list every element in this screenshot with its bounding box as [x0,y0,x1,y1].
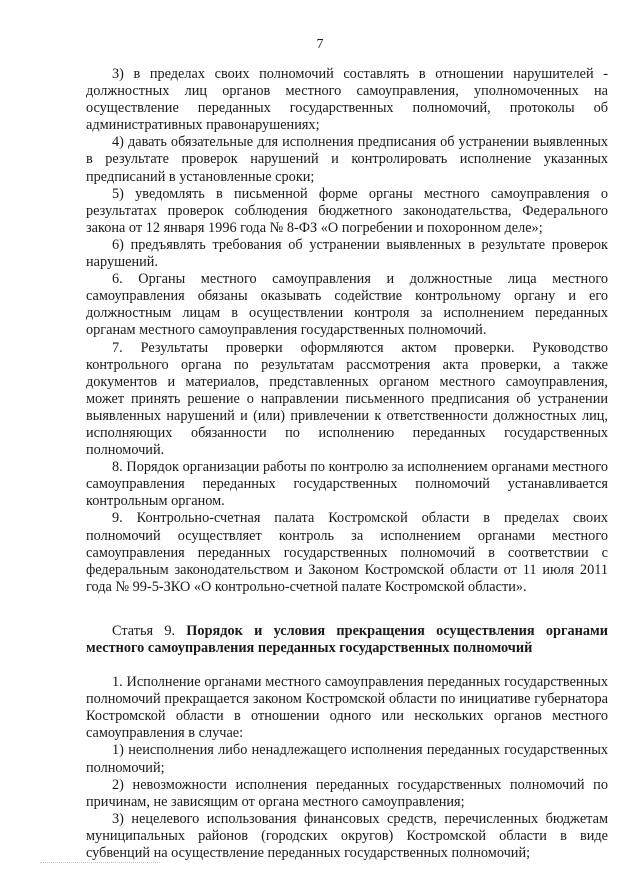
paragraph-clause-9: 9. Контрольно-счетная палата Костромской области в пределах своих полномочий осуществляет контроль за исполнением органами местного самоуправления переданных государственных полномочий в соответствии с федеральным законодательством и Законом Костромской области от 11 июля 2011 года № 99-5-ЗКО «О контрольно-счетной палате Костромской области». [86,510,608,595]
page-number: 7 [316,37,324,52]
article-number: Статья 9. [112,622,187,639]
paragraph-article9-item-2: 2) невозможности исполнения переданных государственных полномочий по причинам, не зависящим от органа местного самоуправления; [86,776,608,810]
section-spacer [86,657,608,674]
paragraph-item-4: 4) давать обязательные для исполнения предписания об устранении выявленных в результате проверок нарушений и контролировать исполнение указанных предписаний в установленные сроки; [86,134,608,185]
paragraph-item-3: 3) в пределах своих полномочий составлять в отношении нарушителей - должностных лиц органов местного самоуправления, уполномоченных на осуществление переданных государственных полномочий, протоколы об административных правонарушениях; [86,66,608,134]
paragraph-clause-6: 6. Органы местного самоуправления и должностные лица местного самоуправления обязаны оказывать содействие контрольному органу и его должностным лицам в осуществлении контроля за исполнением переданных органам местного самоуправления государственных полномочий. [86,271,608,339]
paragraph-article9-item-1: 1) неисполнения либо ненадлежащего исполнения переданных государственных полномочий; [86,742,608,776]
paragraph-clause-7: 7. Результаты проверки оформляются актом проверки. Руководство контрольного органа по результатам рассмотрения акта проверки, а также документов и материалов, представленных органом местного самоуправления, может принять решение о направлении письменного предписания об устранении выявленных нарушений и (или) привлечении к ответственности должностных лиц, исполняющих обязанности по исполнению переданных государственных полномочий. [86,339,608,459]
paragraph-clause-8: 8. Порядок организации работы по контролю за исполнением органами местного самоуправления переданных государственных полномочий устанавливается контрольным органом. [86,459,608,510]
article-heading [86,623,608,657]
paragraph-item-6: 6) предъявлять требования об устранении выявленных в результате проверок нарушений. [86,236,608,271]
paragraph-article9-clause-1: 1. Исполнение органами местного самоуправления переданных государственных полномочий прекращается законом Костромской области по инициативе губернатора Костромской области в отношении одного или нескольких органов местного самоуправления в случае: [86,674,608,742]
document-body [86,66,608,862]
paragraph-article9-item-3: 3) нецелевого использования финансовых средств, перечисленных бюджетам муниципальных районов (городских округов) Костромской области в виде субвенций на осуществление переданных государственных полномочий; [86,810,608,862]
section-spacer [86,596,608,613]
scan-artifact [40,862,160,864]
article-title: Порядок и условия прекращения осуществления органами местного самоуправления переданных государственных полномочий [86,622,608,656]
paragraph-item-5: 5) уведомлять в письменной форме органы местного самоуправления о результатах проверок соблюдения бюджетного законодательства, Федерального закона от 12 января 1996 года № 8-ФЗ «О погребении и похоронном деле»; [86,185,608,236]
